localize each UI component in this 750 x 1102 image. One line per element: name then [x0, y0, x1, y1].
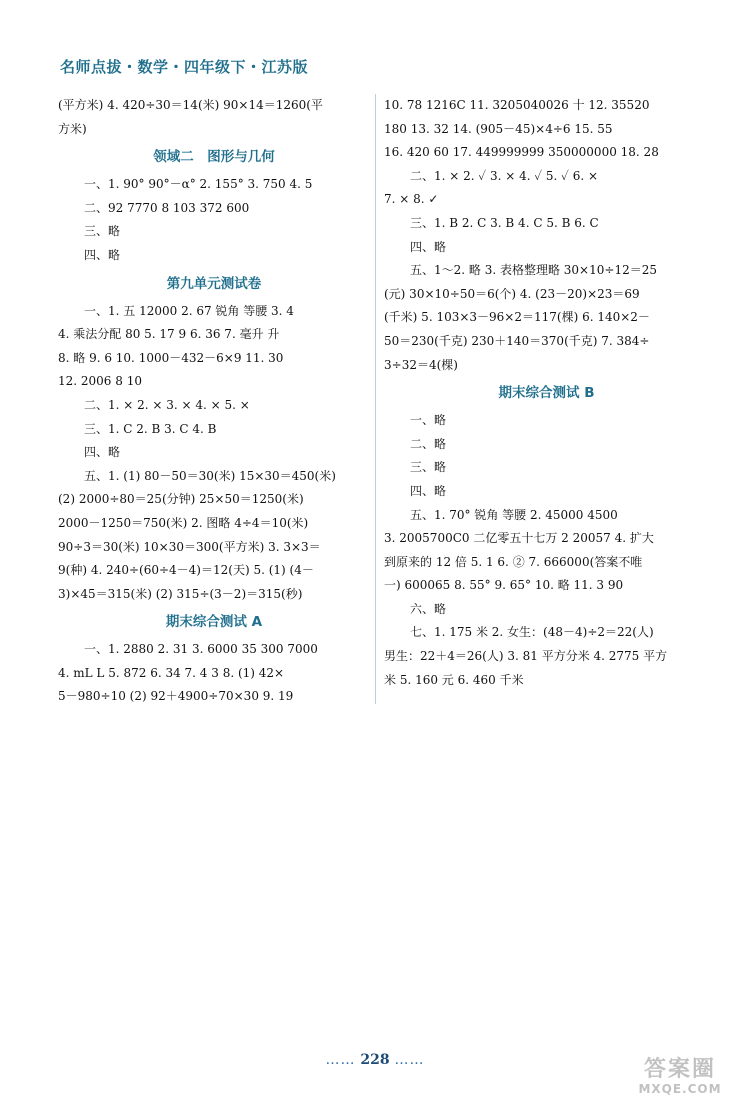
section-title: 第九单元测试卷	[166, 275, 262, 292]
answer-line: 一、1. 90° 90°－α° 2. 155° 3. 750 4. 5	[84, 177, 313, 192]
watermark-url: MXQE.COM	[638, 1082, 722, 1096]
answer-line: (元) 30×10÷50＝6(个) 4. (23－20)×23＝69	[384, 286, 640, 301]
answer-line: 2000－1250＝750(米) 2. 图略 4÷4＝10(米)	[58, 515, 309, 530]
answer-line: 一、略	[410, 413, 447, 428]
footer-dots-left: ……	[325, 1052, 356, 1068]
footer-dots-right: ……	[394, 1052, 425, 1068]
answer-line: 7. × 8. ✓	[384, 192, 439, 207]
answer-line: 二、1. × 2. ✓ 3. × 4. ✓ 5. ✓ 6. ×	[410, 168, 599, 183]
answer-line: 三、1. C 2. B 3. C 4. B	[84, 421, 217, 436]
answer-line: 3)×45＝315(米) (2) 315÷(3－2)＝315(秒)	[58, 586, 303, 601]
answer-line: 8. 略 9. 6 10. 1000－432－6×9 11. 30	[58, 350, 284, 365]
column-divider	[375, 94, 376, 704]
answer-line: 5－980÷10 (2) 92＋4900÷70×30 9. 19	[58, 689, 294, 704]
answer-line: 3÷32＝4(棵)	[384, 357, 458, 372]
left-column	[58, 94, 370, 709]
answer-line: 四、略	[410, 483, 447, 498]
answer-line: 4. mL L 5. 872 6. 34 7. 4 3 8. (1) 42×	[58, 665, 285, 680]
answer-line: 一) 600065 8. 55° 9. 65° 10. 略 11. 3 90	[384, 578, 624, 593]
answer-line: 90÷3＝30(米) 10×30＝300(平方米) 3. 3×3＝	[58, 539, 321, 554]
answer-line: (平方米) 4. 420÷30＝14(米) 90×14＝1260(平	[58, 98, 323, 112]
watermark-logo	[618, 1058, 742, 1100]
answer-line: 五、1～2. 略 3. 表格整理略 30×10÷12＝25	[410, 263, 657, 278]
section-title: 期末综合测试 B	[498, 385, 595, 402]
section-title: 领域二 图形与几何	[153, 149, 275, 166]
answer-line: 二、略	[410, 436, 447, 451]
right-column	[384, 94, 709, 692]
answer-line: 六、略	[410, 601, 447, 616]
answer-line: 到原来的 12 倍 5. 1 6. ② 7. 666000(答案不唯	[384, 554, 643, 569]
answer-line: 50＝230(千克) 230＋140＝370(千克) 7. 384÷	[384, 333, 650, 348]
answer-line: 方米)	[58, 121, 87, 136]
answer-line: 一、1. 2880 2. 31 3. 6000 35 300 7000	[84, 642, 318, 657]
answer-line: 180 13. 32 14. (905－45)×4÷6 15. 55	[384, 121, 613, 136]
answer-line: 二、1. × 2. × 3. × 4. × 5. ×	[84, 397, 250, 412]
answer-line: 3. 2005700C0 二亿零五十七万 2 20057 4. 扩大	[384, 531, 654, 546]
answer-line: 米 5. 160 元 6. 460 千米	[384, 672, 524, 687]
answer-line: 四、略	[410, 239, 447, 254]
book-header: 名师点拔・数学・四年级下・江苏版	[60, 58, 309, 76]
answer-line: 三、1. B 2. C 3. B 4. C 5. B 6. C	[410, 215, 599, 230]
answer-line: 男生：22＋4＝26(人) 3. 81 平方分米 4. 2775 平方	[384, 649, 668, 664]
answer-line: 10. 78 1216C 11. 3205040026 十 12. 35520	[384, 98, 650, 112]
answer-line: 9(种) 4. 240÷(60÷4－4)＝12(天) 5. (1) (4－	[58, 563, 314, 578]
answer-line: 四、略	[84, 445, 121, 460]
answer-line: 三、略	[84, 224, 121, 239]
watermark-text: 答案圈	[643, 1057, 716, 1082]
answer-line: 二、92 7770 8 103 372 600	[84, 200, 250, 215]
answer-line: 12. 2006 8 10	[58, 374, 142, 389]
answer-line: 4. 乘法分配 80 5. 17 9 6. 36 7. 毫升 升	[58, 327, 280, 342]
page-number: 228	[360, 1052, 390, 1068]
answer-line: 七、1. 175 米 2. 女生：(48－4)÷2＝22(人)	[410, 625, 654, 640]
answer-line: (2) 2000÷80＝25(分钟) 25×50＝1250(米)	[58, 492, 304, 507]
answer-line: 五、1. 70° 锐角 等腰 2. 45000 4500	[410, 507, 618, 522]
answer-line: 16. 420 60 17. 449999999 350000000 18. 28	[384, 145, 659, 160]
answer-line: 一、1. 五 12000 2. 67 锐角 等腰 3. 4	[84, 303, 294, 318]
answer-line: (千米) 5. 103×3－96×2＝117(棵) 6. 140×2－	[384, 310, 650, 325]
section-title: 期末综合测试 A	[165, 614, 263, 631]
answer-line: 五、1. (1) 80－50＝30(米) 15×30＝450(米)	[84, 468, 336, 483]
answer-line: 三、略	[410, 460, 447, 475]
answer-line: 四、略	[84, 247, 121, 262]
